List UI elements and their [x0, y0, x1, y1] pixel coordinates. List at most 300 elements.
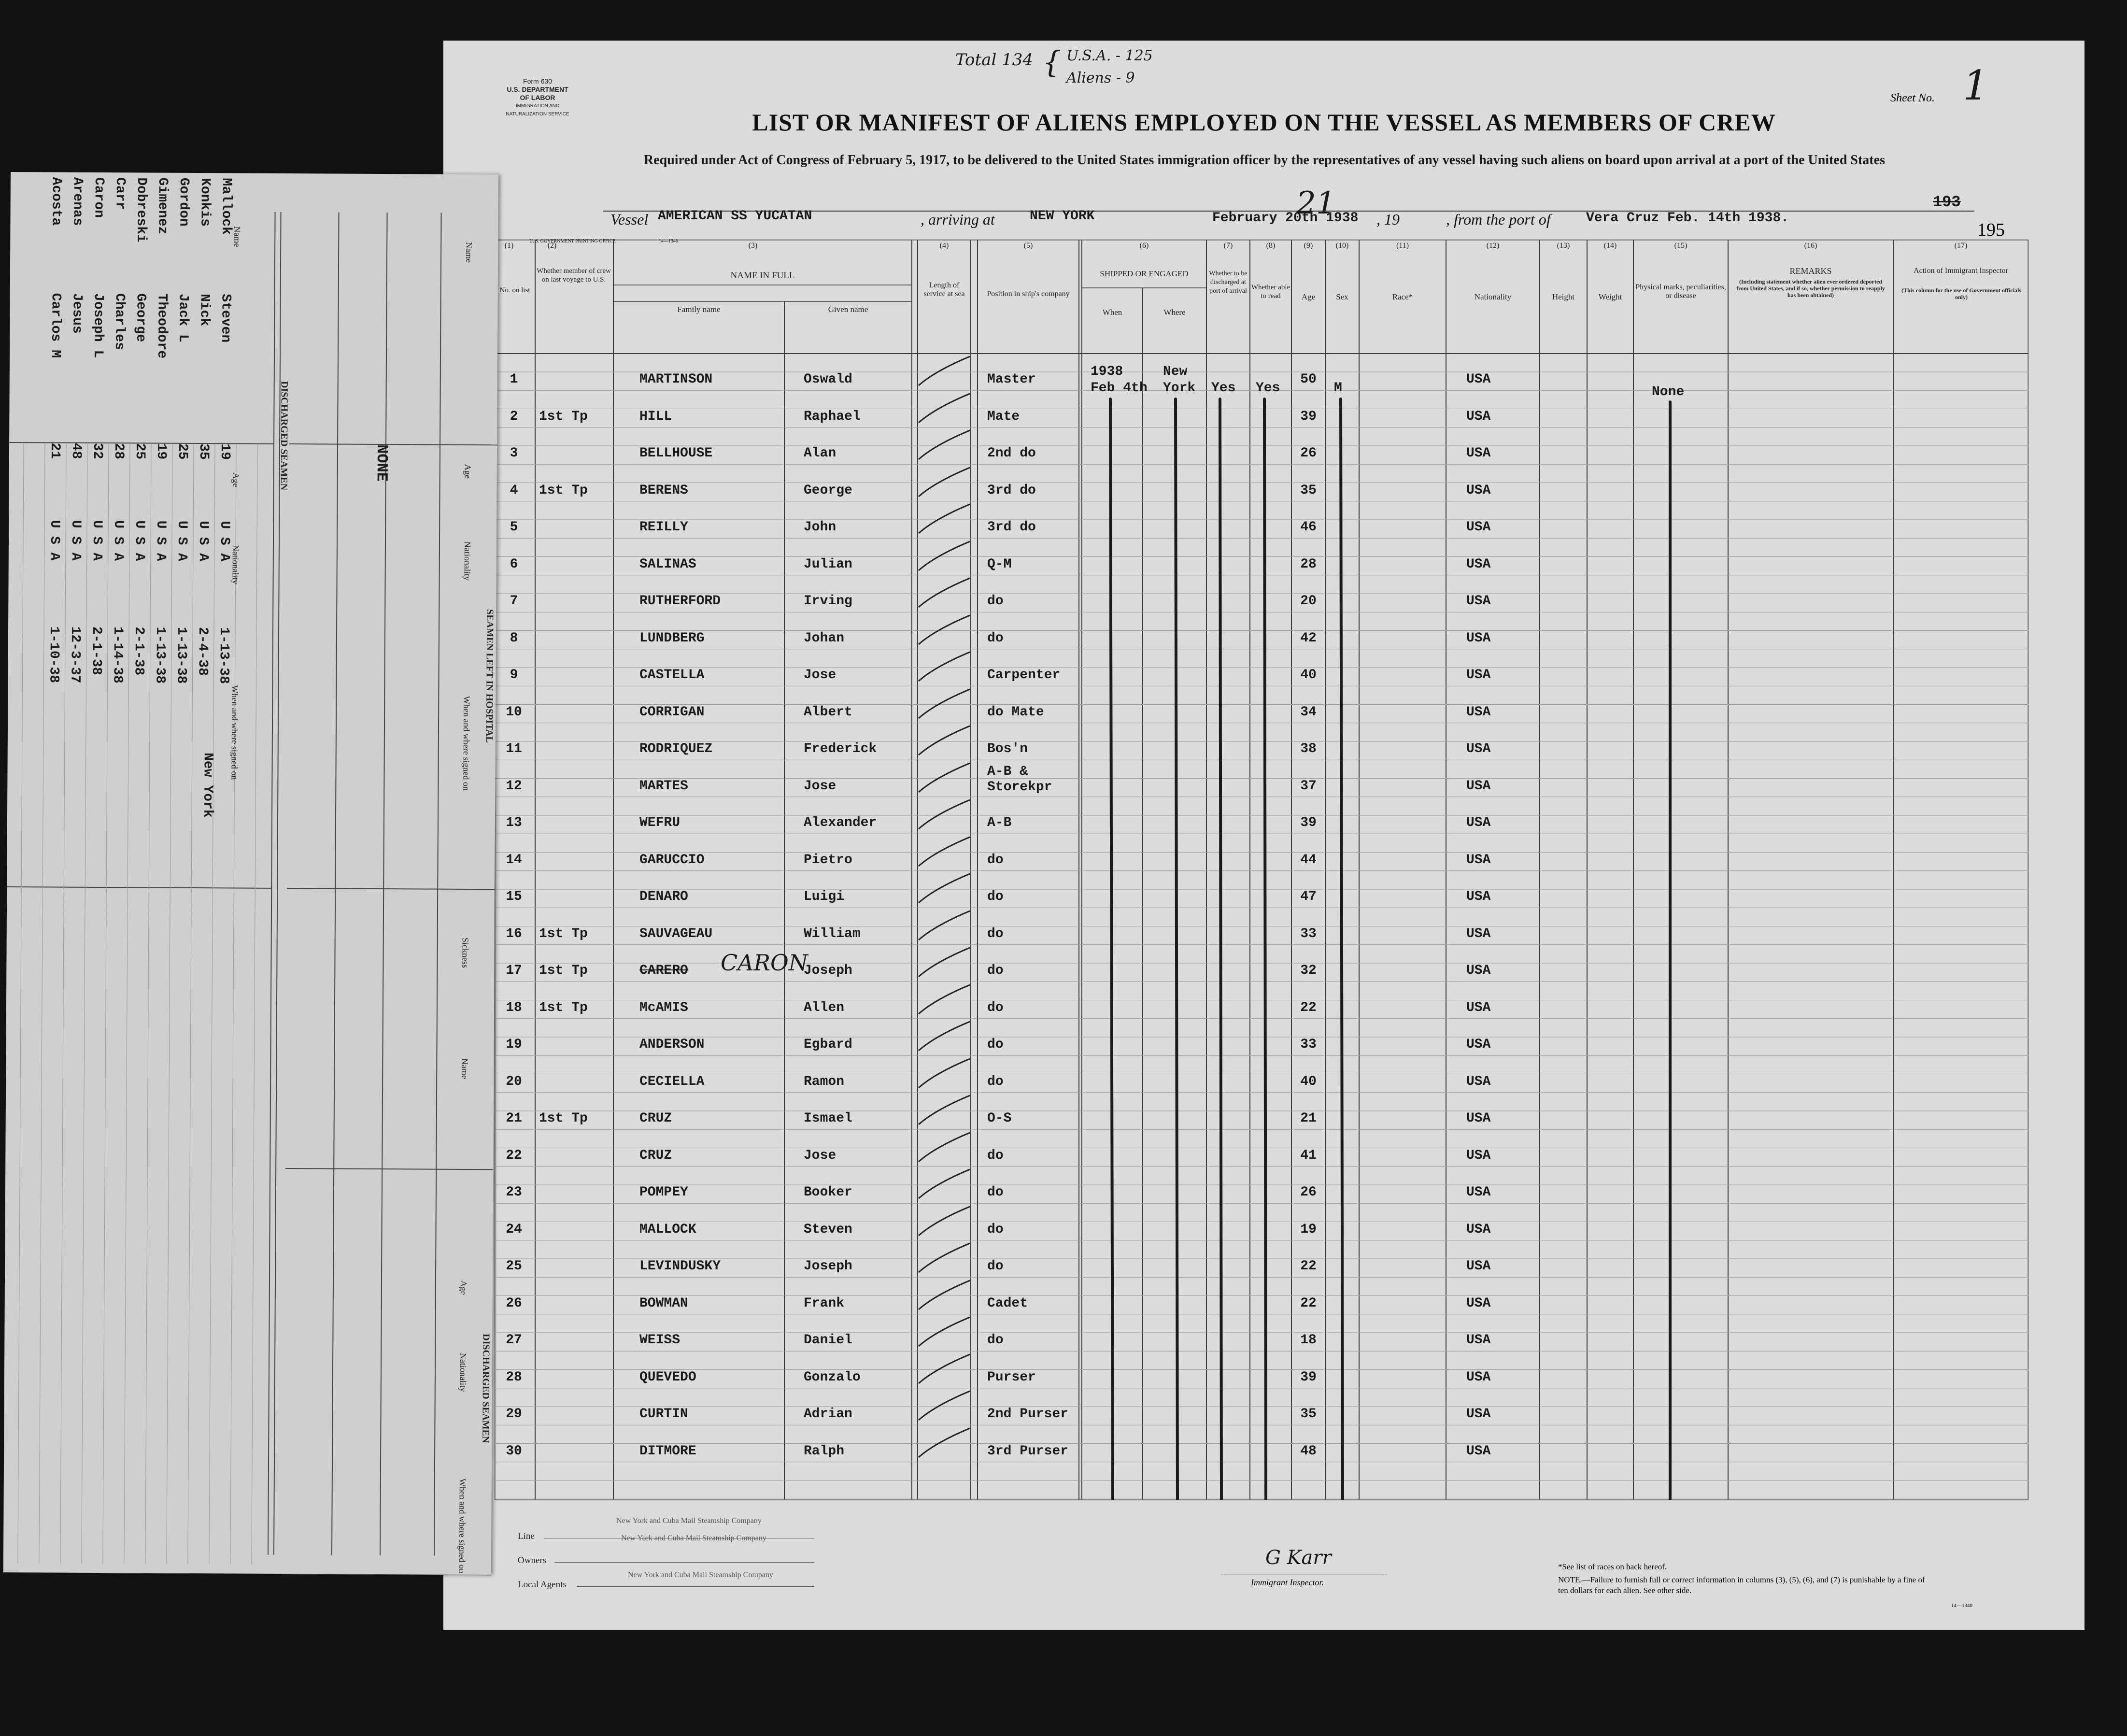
cell-age: 39 [1300, 815, 1317, 830]
cell-nat: USA [1466, 815, 1491, 830]
cell-family: RUTHERFORD [639, 594, 721, 609]
seaman-age: 25 [132, 443, 148, 460]
cell-family: BERENS [639, 483, 688, 498]
arriving-label: , arriving at [921, 211, 995, 228]
col-head-remarks-note: (Including statement whether alien ever ordered deported from United States, and if so, whether permission to reapply has been obtained) [1736, 278, 1885, 299]
cell-nat: USA [1466, 630, 1491, 646]
service-check-mark [916, 684, 974, 723]
cell-no: 19 [506, 1037, 522, 1052]
seaman-given: Carlos M [47, 293, 63, 358]
cell-nat: USA [1466, 372, 1491, 387]
cell-given: Julian [804, 556, 852, 572]
cell-last: 1st Tp [539, 1111, 588, 1126]
service-check-mark [916, 721, 974, 760]
table-row [495, 1388, 2028, 1425]
col-head-given: Given name [828, 305, 868, 314]
col-num-12: (12) [1486, 242, 1500, 250]
col-num-6: (6) [1139, 242, 1149, 250]
col-head-read: Whether able to read [1251, 284, 1290, 300]
seaman-when: 1-10-38 [46, 626, 62, 683]
table-row [495, 1130, 2028, 1167]
cell-given: Ismael [804, 1111, 852, 1126]
cell-no: 30 [506, 1443, 522, 1459]
service-check-mark [916, 832, 974, 871]
service-check-mark [916, 758, 974, 797]
cell-age: 33 [1300, 1037, 1317, 1052]
cell-given: William [804, 926, 861, 941]
cell-given: Jose [804, 1148, 837, 1163]
cell-age: 35 [1300, 483, 1317, 498]
seaman-nat: U S A [68, 520, 84, 561]
cell-family: ANDERSON [639, 1037, 705, 1052]
service-check-mark [916, 795, 974, 834]
table-row [495, 391, 2028, 427]
cell-position: do [987, 1333, 1004, 1348]
cell-given: Booker [804, 1185, 852, 1200]
seaman-nat: U S A [195, 521, 211, 562]
line-stamp: New York and Cuba Mail Steamship Company [616, 1517, 762, 1525]
cell-age: 18 [1300, 1333, 1317, 1348]
service-check-mark [916, 499, 974, 538]
service-check-mark [916, 573, 974, 612]
service-check-mark [916, 980, 974, 1019]
discharged-title-2: DISCHARGED SEAMEN [480, 1334, 492, 1443]
cell-nat: USA [1466, 1369, 1491, 1385]
name-correction: CARON [721, 950, 808, 976]
cell-position: 3rd do [987, 483, 1036, 498]
seaman-age: 21 [47, 442, 63, 459]
cell-position: Q-M [987, 556, 1012, 572]
cell-no: 27 [506, 1333, 522, 1348]
cell-position: do [987, 594, 1004, 609]
cell-family: DITMORE [639, 1443, 696, 1459]
cell-no: 12 [506, 778, 522, 794]
cell-no: 13 [506, 815, 522, 830]
cell-position: Carpenter [987, 668, 1061, 683]
table-row [495, 982, 2028, 1019]
cell-position: Master [987, 372, 1036, 387]
cell-given: Joseph [804, 963, 852, 978]
cell-age: 21 [1300, 1111, 1317, 1126]
sheet-number: 1 [1963, 62, 1989, 109]
read-yes: Yes [1256, 381, 1280, 396]
sheet-label: Sheet No. [1890, 92, 1935, 104]
table-row [495, 908, 2028, 945]
col-head-remarks: REMARKS [1789, 266, 1832, 276]
cell-nat: USA [1466, 741, 1491, 756]
seaman-when: 1-14-38 [110, 626, 126, 683]
cell-family: REILLY [639, 520, 688, 535]
col-num-7: (7) [1223, 242, 1233, 250]
table-row [495, 354, 2028, 390]
inspector-signature: G Karr [1265, 1547, 1332, 1569]
cell-given: Irving [804, 594, 852, 609]
cell-family: MARTINSON [639, 372, 713, 387]
cell-given: Albert [804, 704, 852, 720]
cell-family: MALLOCK [639, 1222, 696, 1237]
insert-col-when-c: When and where signed on [457, 1478, 468, 1573]
insert-grid [3, 172, 498, 1575]
cell-family: BOWMAN [639, 1295, 688, 1311]
col-head-marks: Physical marks, peculiarities, or disease [1635, 283, 1726, 300]
cell-age: 38 [1300, 741, 1317, 756]
cell-family: CRUZ [639, 1111, 672, 1126]
cell-given: Alan [804, 446, 837, 461]
cell-age: 44 [1300, 852, 1317, 868]
cell-family: HILL [639, 409, 672, 424]
seaman-when: 12-3-37 [67, 626, 83, 683]
col-num-10: (10) [1335, 242, 1349, 250]
cell-nat: USA [1466, 1259, 1491, 1274]
cell-position: do [987, 1148, 1004, 1163]
cell-family: LUNDBERG [639, 630, 705, 646]
cell-given: Raphael [804, 409, 861, 424]
cell-last: 1st Tp [539, 963, 588, 978]
table-row [495, 1167, 2028, 1203]
table-row [495, 1019, 2028, 1055]
seaman-when: 2-4-38 [195, 627, 211, 676]
arrival-date: February 20th 1938 [1212, 211, 1359, 226]
cell-nat: USA [1466, 1443, 1491, 1459]
seaman-given: Jesus [69, 293, 85, 334]
cell-no: 11 [506, 741, 522, 756]
arrival-port: NEW YORK [1030, 209, 1095, 224]
cell-last: 1st Tp [539, 926, 588, 941]
seaman-family: Konkis [197, 178, 213, 227]
cell-family: CRUZ [639, 1148, 672, 1163]
seaman-age: 48 [68, 442, 84, 459]
cell-position-line2: Storekpr [987, 779, 1052, 795]
service-check-mark [916, 1423, 974, 1462]
table-row [495, 1056, 2028, 1093]
cell-given: George [804, 483, 852, 498]
col-num-4: (4) [939, 242, 949, 250]
seaman-age: 25 [174, 443, 190, 460]
cell-age: 26 [1300, 446, 1317, 461]
col-head-no: No. on list [499, 286, 530, 294]
year-label: , 19 [1376, 211, 1400, 228]
col-num-8: (8) [1266, 242, 1276, 250]
cell-family: WEISS [639, 1333, 681, 1348]
cell-age: 20 [1300, 594, 1317, 609]
cell-given: Allen [804, 1000, 845, 1015]
cell-position: do [987, 963, 1004, 978]
cell-position: do [987, 852, 1004, 868]
cell-position: O-S [987, 1111, 1012, 1126]
vessel-label: Vessel [610, 211, 649, 228]
sex-m: M [1334, 381, 1342, 396]
table-row [495, 649, 2028, 686]
cell-nat: USA [1466, 1185, 1491, 1200]
cell-nat: USA [1466, 1222, 1491, 1237]
cell-family: CORRIGAN [639, 704, 705, 720]
cell-position: do [987, 889, 1004, 904]
penalty-note: NOTE.—Failure to furnish full or correct information in columns (3), (5), (6), and (7) is punishable by a fine of ten dollars for each alien. See other side. [1558, 1575, 1925, 1595]
insert-col-nationality: Nationality [230, 545, 241, 584]
seaman-when: 1-13-38 [216, 627, 232, 684]
service-check-mark [916, 537, 974, 575]
cell-position: Cadet [987, 1295, 1028, 1311]
cell-given: Joseph [804, 1259, 852, 1274]
handwritten-total: Total 134 [955, 50, 1034, 70]
cell-no: 8 [510, 630, 518, 646]
table-row [495, 465, 2028, 501]
cell-no: 15 [506, 889, 522, 904]
insert-col-nationality-b: Nationality [462, 541, 473, 581]
seaman-family: Carr [112, 177, 128, 210]
cell-given: Frank [804, 1295, 845, 1311]
cell-family: QUEVEDO [639, 1369, 696, 1385]
table-row [495, 945, 2028, 982]
cell-nat: USA [1466, 1333, 1491, 1348]
col-head-position: Position in ship's company [987, 290, 1070, 298]
cell-nat: USA [1466, 704, 1491, 720]
cell-position: Purser [987, 1369, 1036, 1385]
cell-nat: USA [1466, 446, 1491, 461]
manifest-title: LIST OR MANIFEST OF ALIENS EMPLOYED ON THE VESSEL AS MEMBERS OF CREW [752, 109, 1776, 136]
cell-nat: USA [1466, 1148, 1491, 1163]
service-check-mark [916, 1128, 974, 1167]
cell-position: A-B & [987, 764, 1028, 779]
service-check-mark [916, 647, 974, 686]
cell-age: 40 [1300, 1074, 1317, 1089]
table-row [495, 539, 2028, 575]
date-overwrite: 21 [1296, 185, 1336, 221]
table-row [495, 686, 2028, 723]
service-check-mark [916, 1202, 974, 1240]
cell-age: 35 [1300, 1407, 1317, 1422]
col-head-age: Age [1301, 292, 1316, 301]
cell-nat: USA [1466, 889, 1491, 904]
stamp-number: 195 [1977, 220, 2005, 240]
insert-col-name-c: Name [460, 1058, 470, 1079]
service-check-mark [916, 1165, 974, 1203]
cell-last: 1st Tp [539, 1000, 588, 1015]
cell-nat: USA [1466, 963, 1491, 978]
seaman-family: Acosta [48, 177, 64, 226]
cell-position: Bos'n [987, 741, 1028, 756]
line-label: Line [518, 1531, 535, 1541]
cell-age: 37 [1300, 778, 1317, 794]
seaman-nat: U S A [153, 520, 169, 561]
cell-age: 41 [1300, 1148, 1317, 1163]
agents-label: Local Agents [518, 1579, 567, 1590]
service-check-mark [916, 906, 974, 945]
col-num-15: (15) [1674, 242, 1687, 250]
col-head-sex: Sex [1336, 292, 1348, 301]
cell-position: do [987, 926, 1004, 941]
insert-col-nationality-c: Nationality [458, 1352, 468, 1392]
service-check-mark [916, 426, 974, 464]
manifest-subtitle: Required under Act of Congress of February 5, 1917, to be delivered to the United States immigration officer by the representatives of any vessel having such aliens on board upon arrival at a port of the United States [644, 153, 1885, 168]
table-row [495, 575, 2028, 612]
service-check-mark [916, 1386, 974, 1425]
cell-no: 14 [506, 852, 522, 868]
cell-given: Egbard [804, 1037, 852, 1052]
cell-family: MARTES [639, 778, 688, 794]
insert-col-name-b: Name [464, 242, 474, 263]
cell-no: 20 [506, 1074, 522, 1089]
cell-family: SALINAS [639, 556, 696, 572]
table-row [495, 612, 2028, 649]
cell-given: Alexander [804, 815, 877, 830]
cell-position: 3rd do [987, 520, 1036, 535]
gpo-imprint: U. S. GOVERNMENT PRINTING OFFICE [529, 239, 616, 244]
cell-family: BELLHOUSE [639, 446, 713, 461]
cell-nat: USA [1466, 409, 1491, 424]
owners-stamp: New York and Cuba Mail Steamship Company [621, 1534, 766, 1542]
cell-nat: USA [1466, 852, 1491, 868]
cell-no: 4 [510, 483, 518, 498]
cell-family: SAUVAGEAU [639, 926, 713, 941]
cell-age: 39 [1300, 409, 1317, 424]
seaman-given: George [133, 293, 148, 342]
seaman-family: Gimenez [155, 177, 170, 235]
crew-table [495, 240, 2028, 1500]
cell-position: do [987, 1222, 1004, 1237]
seaman-when: 2-1-38 [131, 626, 147, 676]
cell-age: 40 [1300, 668, 1317, 683]
cell-age: 32 [1300, 963, 1317, 978]
owners-label: Owners [518, 1555, 547, 1565]
insert-col-name: Name [232, 226, 242, 247]
cell-nat: USA [1466, 1295, 1491, 1311]
cell-family: CASTELLA [639, 668, 705, 683]
table-row [495, 760, 2028, 797]
seaman-age: 28 [111, 443, 127, 459]
service-check-mark [916, 1054, 974, 1093]
seaman-age: 35 [196, 443, 212, 460]
cell-no: 1 [510, 372, 518, 387]
cell-no: 24 [506, 1222, 522, 1237]
where-new-york: New York [200, 753, 215, 818]
seaman-nat: U S A [110, 520, 126, 561]
seaman-given: Jack L [175, 293, 191, 342]
cell-no: 28 [506, 1369, 522, 1385]
insert-col-sickness: Sickness [460, 937, 470, 968]
service-check-mark [916, 389, 974, 427]
cell-last: 1st Tp [539, 483, 588, 498]
col-head-discharged: Whether to be discharged at port of arrival [1209, 270, 1248, 295]
seaman-when: 1-13-38 [152, 626, 168, 684]
marks-none: None [1652, 384, 1685, 399]
col-num-5: (5) [1023, 242, 1033, 250]
col-num-1: (1) [504, 242, 514, 250]
hospital-title: SEAMEN LEFT IN HOSPITAL [483, 609, 496, 743]
cell-family: McAMIS [639, 1000, 688, 1015]
cell-position: do Mate [987, 704, 1044, 720]
service-check-mark [916, 869, 974, 908]
seaman-family: Mallock [218, 178, 234, 235]
cell-age: 26 [1300, 1185, 1317, 1200]
cell-age: 19 [1300, 1222, 1317, 1237]
table-row [495, 1314, 2028, 1351]
service-check-mark [916, 463, 974, 501]
seaman-given: Theodore [154, 293, 170, 359]
discharged-yes: Yes [1211, 381, 1236, 396]
col-head-family: Family name [677, 305, 721, 314]
cell-given: Gonzalo [804, 1369, 861, 1385]
shipped-where-1: New [1163, 364, 1188, 379]
seaman-family: Caron [91, 177, 106, 218]
cell-no: 29 [506, 1407, 522, 1422]
seaman-age: 19 [153, 443, 169, 460]
insert-col-age: Age [231, 472, 241, 487]
seaman-nat: U S A [174, 520, 190, 561]
cell-family: CURTIN [639, 1407, 688, 1422]
shipped-year: 1938 [1091, 364, 1123, 379]
cell-nat: USA [1466, 1074, 1491, 1089]
cell-family: LEVINDUSKY [639, 1259, 721, 1274]
col-head-shipped: SHIPPED OR ENGAGED [1100, 269, 1189, 278]
cell-given: Frederick [804, 741, 877, 756]
table-row [495, 1425, 2028, 1462]
table-row [495, 723, 2028, 760]
cell-nat: USA [1466, 1407, 1491, 1422]
manifest-sheet [443, 41, 2084, 1630]
cell-no: 26 [506, 1295, 522, 1311]
discharged-title: DISCHARGED SEAMEN [278, 381, 290, 491]
cell-given: Adrian [804, 1407, 852, 1422]
cell-given: Ralph [804, 1443, 845, 1459]
cell-position: A-B [987, 815, 1012, 830]
seaman-given: Steven [218, 294, 233, 343]
cell-no: 18 [506, 1000, 522, 1015]
table-row [495, 871, 2028, 908]
cell-nat: USA [1466, 1000, 1491, 1015]
cell-nat: USA [1466, 556, 1491, 572]
cell-nat: USA [1466, 520, 1491, 535]
agents-rule [577, 1586, 814, 1587]
service-check-mark [916, 1350, 974, 1388]
seaman-given: Nick [197, 294, 212, 327]
col-num-14: (14) [1603, 242, 1617, 250]
cell-given: Pietro [804, 852, 852, 868]
shipped-where-2: York [1163, 381, 1196, 396]
cell-no: 10 [506, 704, 522, 720]
cell-given: John [804, 520, 837, 535]
col-head-nationality: Nationality [1474, 292, 1512, 301]
cell-nat: USA [1466, 1111, 1491, 1126]
hospital-none: NONE [372, 444, 391, 482]
cell-position: do [987, 1185, 1004, 1200]
table-row [495, 1352, 2028, 1388]
table-row [495, 1204, 2028, 1240]
seaman-family: Arenas [70, 177, 85, 226]
cell-age: 22 [1300, 1259, 1317, 1274]
cell-position: 3rd Purser [987, 1443, 1069, 1459]
insert-col-age-b: Age [463, 464, 473, 479]
handwritten-aliens: Aliens - 9 [1066, 70, 1135, 86]
cell-no: 6 [510, 556, 518, 572]
table-row [495, 1240, 2028, 1277]
cell-no: 2 [510, 409, 518, 424]
service-check-mark [916, 352, 974, 390]
cell-no: 21 [506, 1111, 522, 1126]
col-head-action: Action of Immigrant Inspector [1914, 267, 2008, 275]
service-check-mark [916, 1091, 974, 1129]
cell-last: 1st Tp [539, 409, 588, 424]
seaman-when: 1-13-38 [173, 626, 189, 684]
struck-number: 193 [1933, 193, 1961, 211]
seaman-nat: U S A [46, 520, 62, 561]
col-num-13: (13) [1557, 242, 1570, 250]
seaman-nat: U S A [89, 520, 105, 561]
service-check-mark [916, 1238, 974, 1277]
col-head-race: Race* [1392, 292, 1413, 301]
cell-age: 48 [1300, 1443, 1317, 1459]
cell-no: 3 [510, 446, 518, 461]
